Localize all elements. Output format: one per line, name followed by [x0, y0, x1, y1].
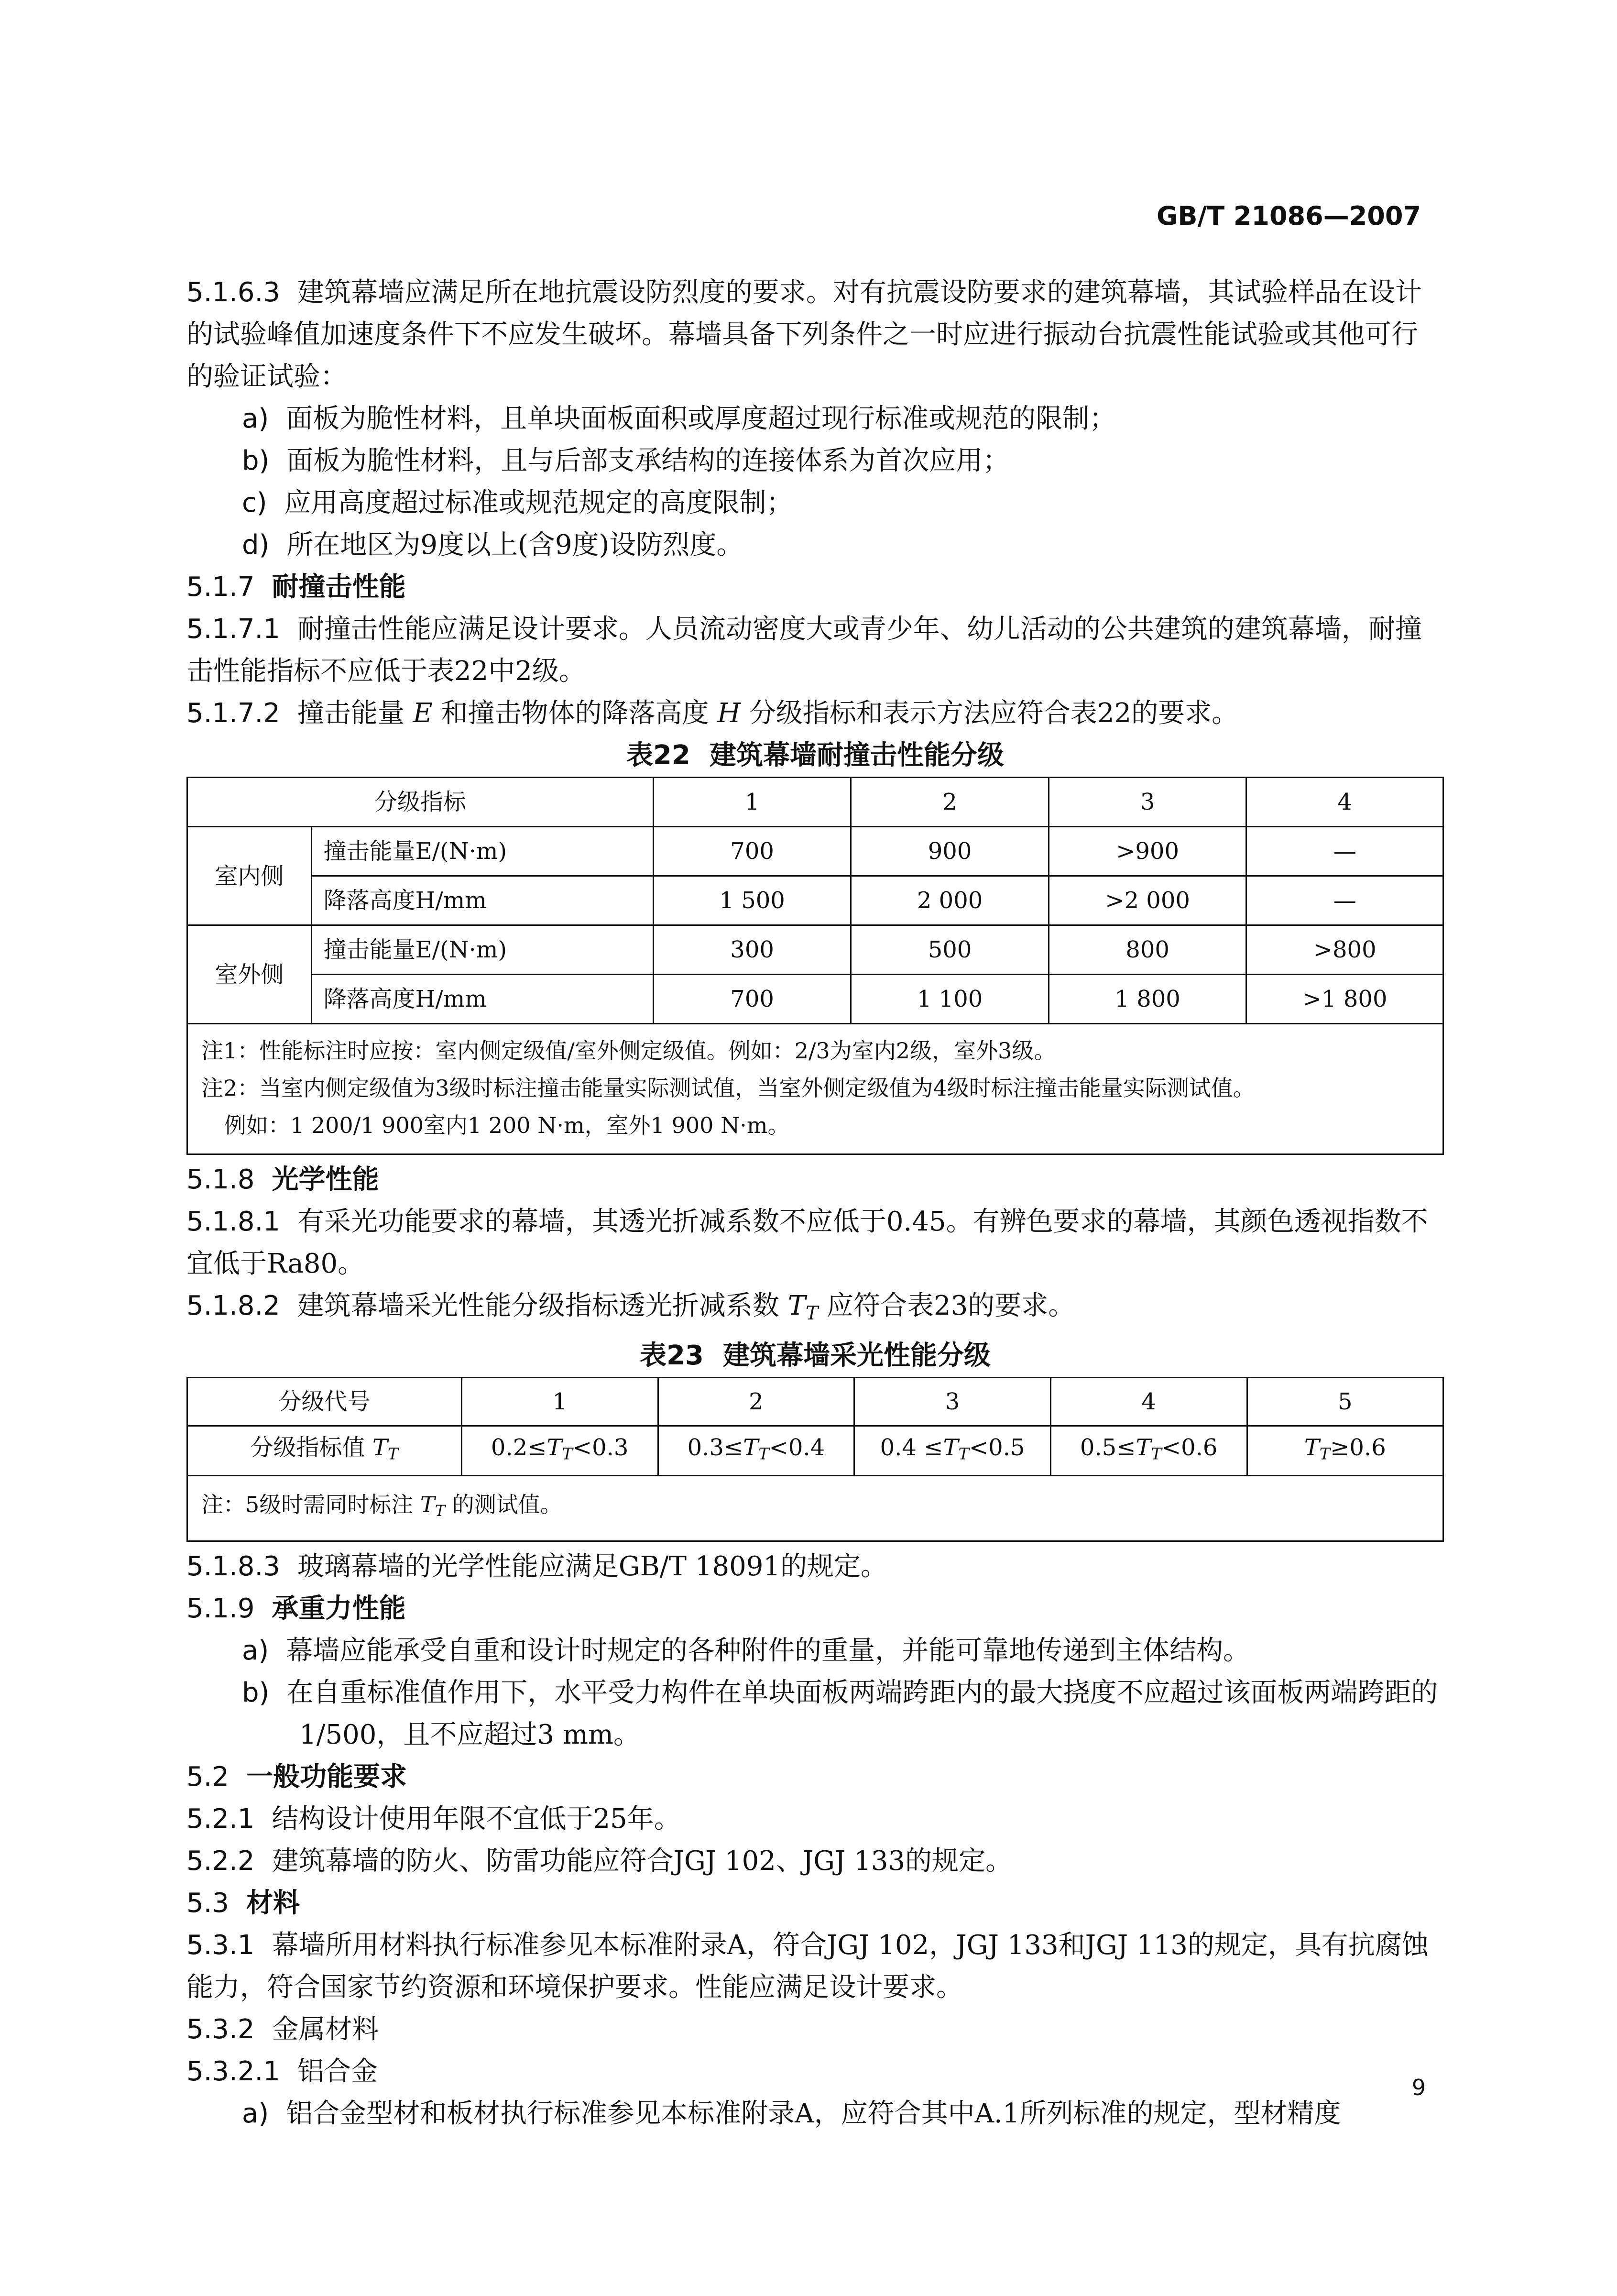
- symbol-tt: [372, 1434, 398, 1461]
- table-cell: >2 000: [1049, 876, 1246, 925]
- clause-5-1-8-3: [186, 1546, 1444, 1588]
- clause-5-1-8-2: [186, 1285, 1444, 1335]
- table-23: [186, 1377, 1444, 1542]
- table-title: 建筑幕墙采光性能分级: [722, 1340, 991, 1371]
- item-text: 铝合金型材和板材执行标准参见本标准附录A，应符合其中A.1所列标准的规定，型材精度: [286, 2098, 1341, 2130]
- item-text: 面板为脆性材料，且单块面板面积或厚度超过现行标准或规范的限制；: [286, 403, 1116, 434]
- note-2: 注2：当室内侧定级值为3级时标注撞击能量实际测试值，当室外侧定级值为4级时标注撞击能量实际测试值。: [201, 1075, 1255, 1101]
- clause-number: 5.1.6.3: [186, 277, 280, 308]
- list-item: [242, 440, 1444, 482]
- item-text: 幕墙应能承受自重和设计时规定的各种附件的重量，并能可靠地传递到主体结构。: [286, 1635, 1250, 1667]
- page-number: 9: [1411, 2075, 1426, 2100]
- list-item: [186, 1630, 1444, 1672]
- section-number: 5.1.7: [186, 571, 255, 603]
- symbol-main: T: [743, 1434, 759, 1461]
- section-heading-5-1-9: [186, 1588, 1444, 1630]
- range-high: <0.4: [769, 1434, 825, 1461]
- section-heading-5-3-2: [186, 2009, 1444, 2051]
- clause-text: 幕墙所用材料执行标准参见本标准附录A，符合JGJ 102，JGJ 133和JGJ 113的规定，具有抗腐蚀能力，符合国家节约资源和环境保护要求。性能应满足设计要求。: [186, 1930, 1429, 2003]
- range-high: <0.3: [572, 1434, 629, 1461]
- clause-number: 5.2.2: [186, 1846, 255, 1877]
- symbol-tt: [743, 1434, 769, 1461]
- table-header-cell: 1: [653, 778, 851, 827]
- range-high: <0.5: [969, 1434, 1025, 1461]
- table-note: [187, 1024, 1443, 1154]
- symbol-main: T: [1136, 1434, 1151, 1461]
- table-cell: 900: [851, 827, 1049, 876]
- note-2-example: 例如：1 200/1 900室内1 200 N·m，室外1 900 N·m。: [224, 1112, 790, 1138]
- section-heading-5-1-7: [186, 566, 1444, 608]
- range-low: 0.3≤: [687, 1434, 743, 1461]
- clause-5-3-1: [186, 1924, 1444, 2009]
- list-item: [242, 524, 1444, 566]
- section-title: 耐撞击性能: [272, 571, 406, 603]
- clause-5-1-8-1: [186, 1201, 1444, 1285]
- table-cell: [461, 1426, 658, 1475]
- section-number: 5.3: [186, 1888, 229, 1919]
- standard-code: GB/T 21086—2007: [1157, 201, 1421, 231]
- clause-text: 建筑幕墙的防火、防雷功能应符合JGJ 102、JGJ 133的规定。: [272, 1846, 1013, 1877]
- table-cell: 700: [653, 827, 851, 876]
- clause-text: 玻璃幕墙的光学性能应满足GB/T 18091的规定。: [297, 1551, 887, 1582]
- section-heading-5-2: [186, 1756, 1444, 1798]
- item-label: b): [242, 445, 270, 476]
- table-header-cell: 分级指标: [187, 778, 654, 827]
- clause-5-1-7-1: [186, 608, 1444, 692]
- symbol-main: T: [943, 1434, 959, 1461]
- item-text: 所在地区为9度以上(含9度)设防烈度。: [286, 529, 743, 560]
- section-heading-5-1-8: [186, 1159, 1444, 1201]
- clause-number: 5.1.7.1: [186, 614, 280, 645]
- table-cell: >800: [1246, 925, 1443, 975]
- table-note: [187, 1476, 1443, 1541]
- range-high: <0.6: [1161, 1434, 1218, 1461]
- table-cell: 1 800: [1049, 975, 1246, 1024]
- section-number: 5.3.2.1: [186, 2056, 280, 2087]
- table-row: [187, 975, 1443, 1024]
- section-number: 5.3.2: [186, 2014, 255, 2045]
- row-group-label: 室内侧: [187, 827, 312, 925]
- clause-5-1-6-3: [186, 272, 1444, 398]
- list-item: [242, 398, 1444, 440]
- table-number: 表23: [640, 1340, 704, 1371]
- symbol-subscript: T: [435, 1501, 446, 1520]
- clause-text: 耐撞击性能应满足设计要求。人员流动密度大或青少年、幼儿活动的公共建筑的建筑幕墙，耐撞击性能指标不应低于表22中2级。: [186, 614, 1422, 687]
- table-row: [187, 827, 1443, 876]
- table-cell: —: [1246, 827, 1443, 876]
- table-header-cell: 4: [1246, 778, 1443, 827]
- clause-text: 分级指标和表示方法应符合表22的要求。: [749, 698, 1239, 729]
- table-header-cell: 5: [1247, 1377, 1443, 1426]
- table-header-cell: 1: [461, 1377, 658, 1426]
- section-heading-5-3: [186, 1882, 1444, 1924]
- table-cell: 1 500: [653, 876, 851, 925]
- symbol-subscript: T: [387, 1444, 399, 1463]
- table-cell: >900: [1049, 827, 1246, 876]
- clause-number: 5.1.8.2: [186, 1290, 280, 1321]
- table-cell: >1 800: [1246, 975, 1443, 1024]
- item-label: a): [242, 1635, 269, 1667]
- item-text: 应用高度超过标准或规范规定的高度限制；: [284, 487, 793, 518]
- table-cell: 1 100: [851, 975, 1049, 1024]
- clause-text: 撞击能量: [297, 698, 404, 729]
- row-label: 降落高度H/mm: [311, 876, 653, 925]
- section-title: 光学性能: [272, 1164, 379, 1195]
- item-label: a): [242, 2098, 269, 2130]
- table-header-cell: 2: [658, 1377, 854, 1426]
- clause-5-2-2: [186, 1840, 1444, 1882]
- table-row: [187, 925, 1443, 975]
- table-cell: [1050, 1426, 1247, 1475]
- clause-text: 和撞击物体的降落高度: [441, 698, 709, 729]
- note-text: 的测试值。: [452, 1491, 562, 1517]
- clause-text: 应符合表23的要求。: [827, 1290, 1075, 1321]
- table-cell: [658, 1426, 854, 1475]
- table-22-caption: [186, 735, 1444, 777]
- section-title: 一般功能要求: [246, 1761, 407, 1793]
- symbol-main: T: [787, 1290, 806, 1321]
- symbol-tt: [1304, 1434, 1330, 1461]
- row-label: 降落高度H/mm: [311, 975, 653, 1024]
- symbol-tt: [943, 1434, 969, 1461]
- table-cell: 800: [1049, 925, 1246, 975]
- table-note-row: [187, 1024, 1443, 1154]
- section-title: 金属材料: [272, 2014, 379, 2045]
- clause-text: 建筑幕墙采光性能分级指标透光折减系数: [297, 1290, 779, 1321]
- symbol-tt: [546, 1434, 572, 1461]
- clause-number: 5.1.8.3: [186, 1551, 280, 1582]
- range-low: 0.4 ≤: [880, 1434, 943, 1461]
- symbol-main: T: [420, 1491, 435, 1517]
- symbol-subscript: T: [758, 1444, 769, 1463]
- symbol-main: T: [372, 1434, 388, 1461]
- table-row: [187, 876, 1443, 925]
- table-cell: 500: [851, 925, 1049, 975]
- item-text: 面板为脆性材料，且与后部支承结构的连接体系为首次应用；: [286, 445, 1010, 476]
- list-item: [186, 1672, 1444, 1756]
- clause-number: 5.3.1: [186, 1930, 255, 1961]
- item-label: a): [242, 403, 269, 434]
- range-low: 0.5≤: [1080, 1434, 1136, 1461]
- table-cell: 2 000: [851, 876, 1049, 925]
- table-cell: [854, 1426, 1051, 1475]
- range-high: ≥0.6: [1330, 1434, 1386, 1461]
- section-title: 材料: [246, 1888, 300, 1919]
- clause-number: 5.2.1: [186, 1803, 255, 1835]
- table-header-cell: 3: [1049, 778, 1246, 827]
- section-title: 承重力性能: [272, 1593, 406, 1625]
- symbol-main: T: [1304, 1434, 1320, 1461]
- section-number: 5.1.9: [186, 1593, 255, 1625]
- table-header-row: [187, 778, 1443, 827]
- clause-5-2-1: [186, 1798, 1444, 1840]
- section-title: 铝合金: [297, 2056, 378, 2087]
- row-label: 撞击能量E/(N·m): [311, 925, 653, 975]
- clause-5-1-7-2: [186, 692, 1444, 735]
- list-item: [242, 482, 1444, 524]
- symbol-subscript: T: [958, 1444, 969, 1463]
- clause-text: 结构设计使用年限不宜低于25年。: [272, 1803, 681, 1835]
- row-label-text: 分级指标值: [250, 1434, 365, 1461]
- clause-number: 5.1.8.1: [186, 1206, 280, 1237]
- row-label: [187, 1426, 462, 1475]
- table-header-cell: 2: [851, 778, 1049, 827]
- table-23-caption: [186, 1335, 1444, 1377]
- range-low: 0.2≤: [491, 1434, 547, 1461]
- item-label: c): [242, 487, 267, 518]
- note-text: 注：5级时需同时标注: [201, 1491, 414, 1517]
- symbol-subscript: T: [1319, 1444, 1331, 1463]
- table-cell: [1247, 1426, 1443, 1475]
- item-text: 在自重标准值作用下，水平受力构件在单块面板两端跨距内的最大挠度不应超过该面板两端跨距的1/500，且不应超过3 mm。: [286, 1677, 1438, 1751]
- symbol-tt: [1136, 1434, 1161, 1461]
- symbol-subscript: T: [1151, 1444, 1162, 1463]
- symbol-tt: [420, 1491, 446, 1520]
- symbol-h: H: [717, 698, 741, 729]
- note-1: 注1：性能标注时应按：室内侧定级值/室外侧定级值。例如：2/3为室内2级，室外3级。: [201, 1038, 1056, 1064]
- section-heading-5-3-2-1: [186, 2051, 1444, 2093]
- table-title: 建筑幕墙耐撞击性能分级: [709, 740, 1004, 771]
- symbol-e: E: [413, 698, 433, 729]
- table-cell: 300: [653, 925, 851, 975]
- list-item: [242, 2093, 1444, 2135]
- symbol-main: T: [546, 1434, 562, 1461]
- item-label: b): [242, 1677, 270, 1709]
- document-body: [186, 272, 1444, 2135]
- table-note-row: [187, 1476, 1443, 1541]
- table-header-cell: 分级代号: [187, 1377, 462, 1426]
- table-row: [187, 1426, 1443, 1475]
- table-header-row: [187, 1377, 1443, 1426]
- table-header-cell: 4: [1050, 1377, 1247, 1426]
- symbol-tt: [787, 1290, 819, 1324]
- row-group-label: 室外侧: [187, 925, 312, 1024]
- item-label: d): [242, 529, 270, 560]
- table-number: 表22: [626, 740, 690, 771]
- symbol-subscript: T: [806, 1302, 819, 1324]
- table-22: [186, 777, 1444, 1155]
- table-cell: —: [1246, 876, 1443, 925]
- section-number: 5.2: [186, 1761, 229, 1793]
- section-number: 5.1.8: [186, 1164, 255, 1195]
- clause-text: 建筑幕墙应满足所在地抗震设防烈度的要求。对有抗震设防要求的建筑幕墙，其试验样品在设计的试验峰值加速度条件下不应发生破坏。幕墙具备下列条件之一时应进行振动台抗震性能试验或其他可行的验证试验：: [186, 277, 1422, 392]
- row-label: 撞击能量E/(N·m): [311, 827, 653, 876]
- clause-number: 5.1.7.2: [186, 698, 280, 729]
- table-cell: 700: [653, 975, 851, 1024]
- clause-text: 有采光功能要求的幕墙，其透光折减系数不应低于0.45。有辨色要求的幕墙，其颜色透视指数不宜低于Ra80。: [186, 1206, 1428, 1279]
- symbol-subscript: T: [562, 1444, 573, 1463]
- table-header-cell: 3: [854, 1377, 1051, 1426]
